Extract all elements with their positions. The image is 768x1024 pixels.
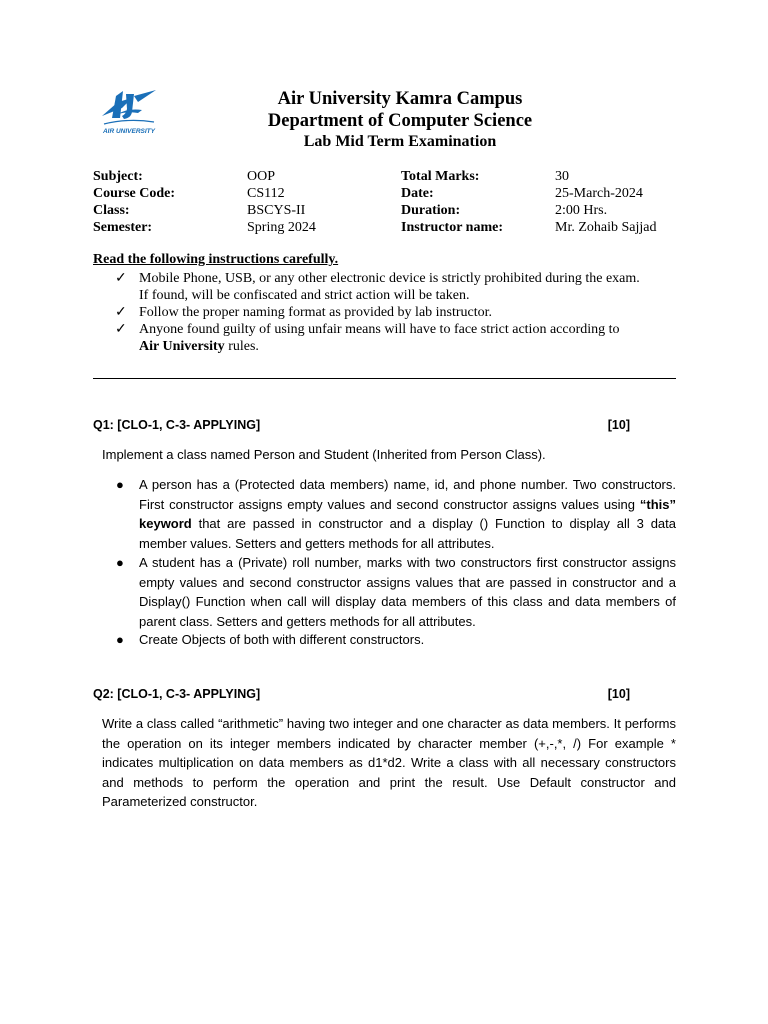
- question-title: Q2: [CLO-1, C-3- APPLYING]: [93, 687, 261, 701]
- bullet-text: that are passed in constructor and a display () Function to display all 3 data member values. Setters and getters methods for all attributes.: [139, 516, 676, 551]
- bullet-item: [116, 475, 676, 553]
- subject-value: OOP: [247, 169, 276, 184]
- checkmark-icon: ✓: [115, 322, 127, 337]
- duration-label: Duration:: [401, 203, 461, 218]
- divider: [93, 378, 676, 379]
- bullet-icon: ●: [116, 632, 124, 647]
- instructions-title: Read the following instructions carefully.: [93, 252, 339, 267]
- instruction-text: Mobile Phone, USB, or any other electronic device is strictly prohibited during the exam.: [139, 271, 640, 286]
- instruction-item: [115, 270, 709, 304]
- date-value: 25-March-2024: [555, 186, 643, 201]
- duration-value: 2:00 Hrs.: [555, 203, 608, 218]
- checkmark-icon: ✓: [115, 305, 127, 320]
- question-marks: [10]: [607, 687, 630, 701]
- question-title: Q1: [CLO-1, C-3- APPLYING]: [93, 418, 261, 432]
- instruction-item: [115, 321, 709, 355]
- instructor-value: Mr. Zohaib Sajjad: [555, 220, 657, 235]
- course-code-label: Course Code:: [93, 186, 176, 201]
- bullet-text: A student has a (Private) roll number, marks with two constructors first constructor assigns empty values and second constructor assigns values that are passed in constructor and a Display() Function when call will display data members of this class and data members of parent class. Setters and getters methods for all attributes.: [139, 555, 676, 629]
- bullet-icon: ●: [116, 477, 124, 492]
- instruction-text: Anyone found guilty of using unfair means will have to face strict action according to: [139, 322, 620, 337]
- bold-text: Air University: [139, 339, 225, 354]
- instruction-text: If found, will be confiscated and strict action will be taken.: [139, 288, 470, 303]
- svg-text:AIR UNIVERSITY: AIR UNIVERSITY: [102, 128, 156, 135]
- class-value: BSCYS-II: [247, 203, 306, 218]
- university-name: Air University Kamra Campus: [277, 89, 523, 109]
- checkmark-icon: ✓: [115, 271, 127, 286]
- instruction-text-end: rules.: [224, 339, 259, 354]
- bullet-text: A person has a (Protected data members) name, id, and phone number. Two constructors. First constructor assigns empty values and second constructor assigns values using: [139, 477, 676, 512]
- total-marks-label: Total Marks:: [401, 169, 480, 184]
- question-header: [93, 418, 630, 436]
- semester-value: Spring 2024: [247, 220, 316, 235]
- bold-text: “this” keyword: [139, 496, 676, 531]
- bullet-item: [116, 630, 676, 650]
- instructor-label: Instructor name:: [401, 220, 504, 235]
- question-marks: [10]: [607, 418, 630, 432]
- bullet-text: Create Objects of both with different constructors.: [139, 632, 425, 647]
- bullet-icon: ●: [116, 555, 124, 570]
- university-logo: [98, 88, 160, 136]
- semester-label: Semester:: [93, 220, 153, 235]
- instruction-text: [139, 338, 709, 355]
- date-label: Date:: [401, 186, 434, 201]
- instruction-text: Follow the proper naming format as provided by lab instructor.: [139, 305, 493, 320]
- question-intro: Implement a class named Person and Student (Inherited from Person Class).: [102, 447, 546, 462]
- question-text: Write a class called “arithmetic” having two integer and one character as data members. It performs the operation on its integer members indicated by character member (+,-,*, /) For example * indicates multiplication on data members as d1*d2. Write a class with all necessary constructors and methods to perform the operation and print the result. Use Default constructor and Parameterized constructor.: [102, 716, 676, 809]
- exam-title: Lab Mid Term Examination: [303, 133, 497, 150]
- department-name: Department of Computer Science: [267, 111, 533, 131]
- question-header: [93, 687, 630, 705]
- bullet-item: [116, 553, 676, 631]
- instruction-item: [115, 304, 709, 321]
- subject-label: Subject:: [93, 169, 143, 184]
- course-code-value: CS112: [247, 186, 285, 201]
- class-label: Class:: [93, 203, 130, 218]
- total-marks-value: 30: [555, 169, 569, 184]
